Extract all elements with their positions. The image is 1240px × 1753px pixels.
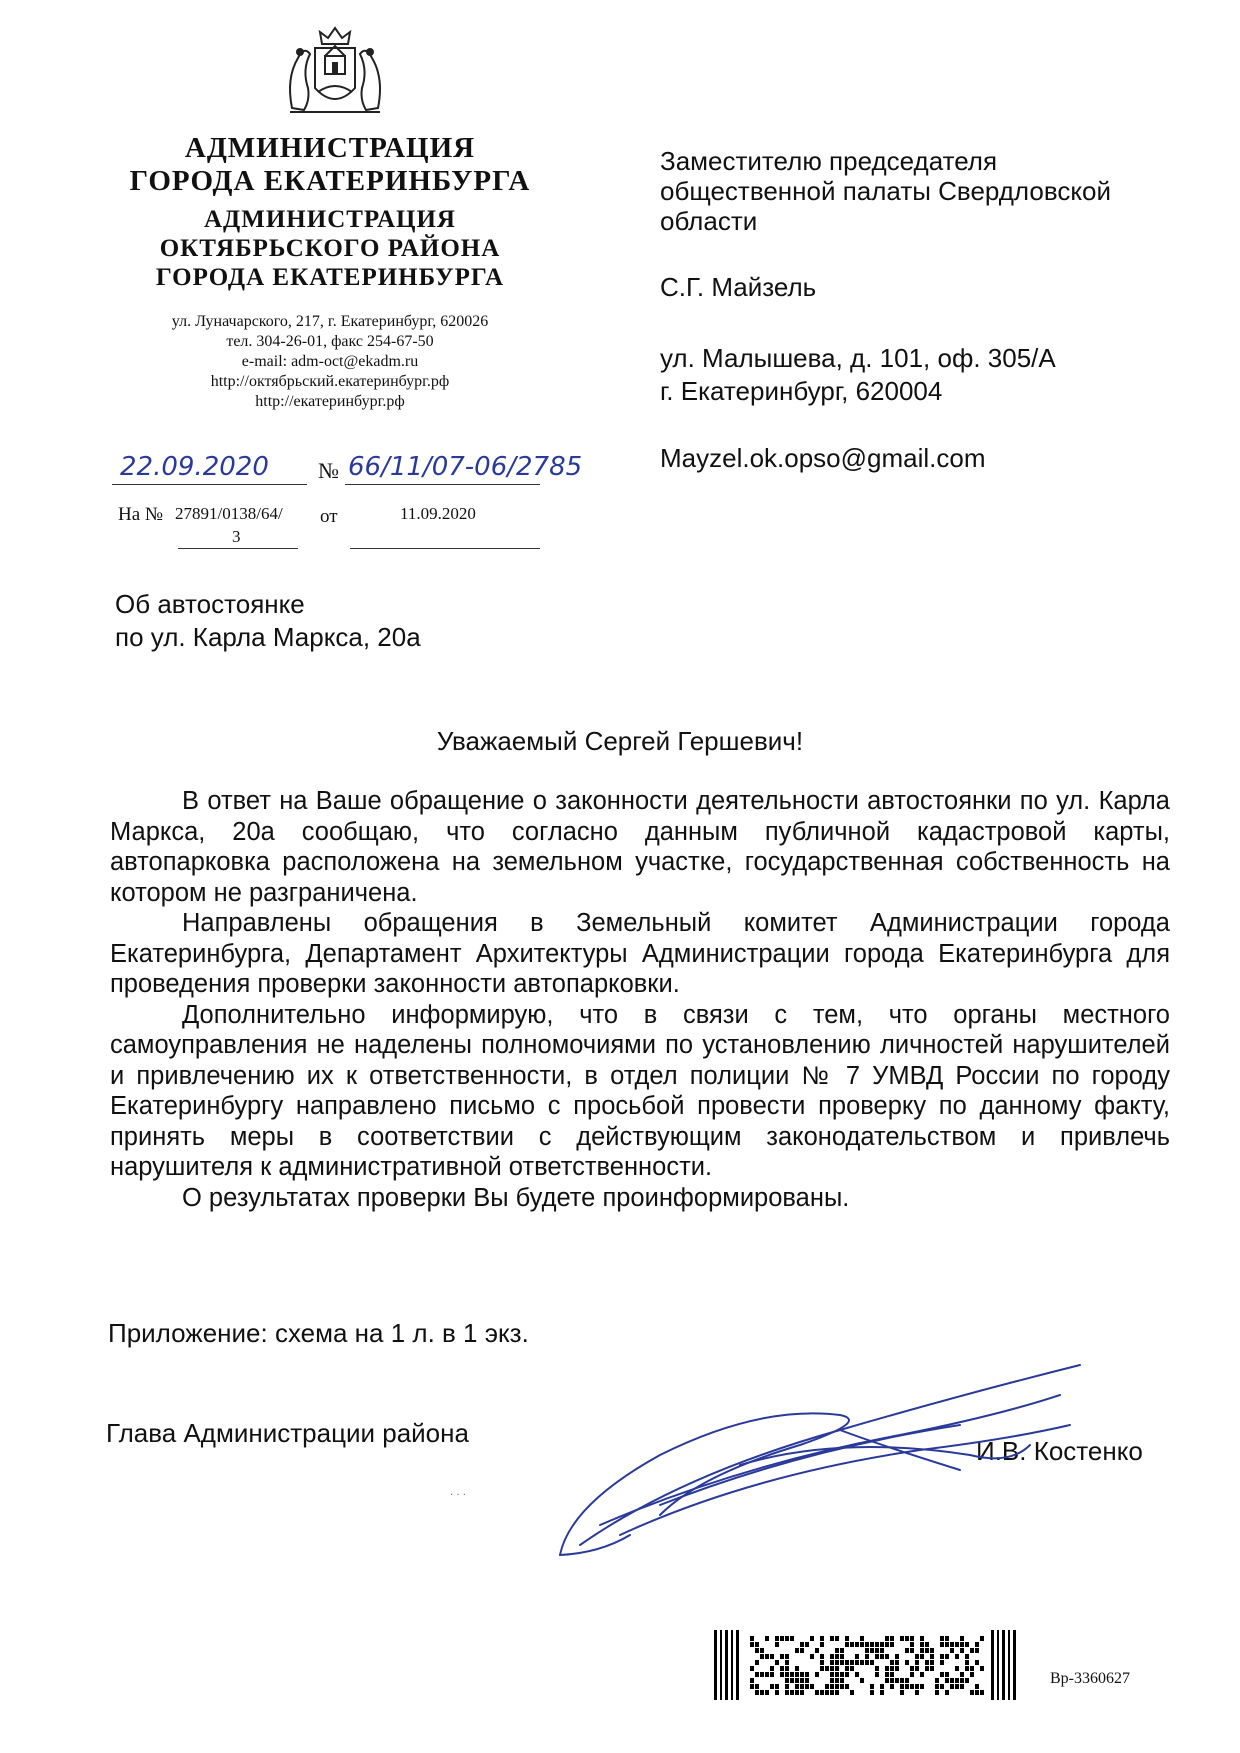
barcode-module — [855, 1654, 859, 1659]
barcode-module — [935, 1690, 939, 1695]
barcode-module — [750, 1666, 754, 1671]
barcode-module — [975, 1642, 979, 1647]
addressee-title — [660, 146, 1180, 236]
handwritten-signature — [540, 1355, 1100, 1565]
barcode-module — [780, 1672, 784, 1677]
barcode-module — [750, 1642, 754, 1647]
barcode-module — [880, 1642, 884, 1647]
barcode-module — [800, 1684, 804, 1689]
reply-from-label: от — [320, 506, 338, 527]
barcode-module — [955, 1666, 959, 1671]
letterhead-contacts — [120, 312, 540, 412]
barcode-module — [855, 1660, 859, 1665]
barcode-module — [830, 1672, 834, 1677]
barcode-module — [870, 1660, 874, 1665]
barcode-module — [960, 1684, 964, 1689]
addressee-city: г. Екатеринбург, 620004 — [660, 376, 943, 406]
barcode-module — [890, 1666, 894, 1671]
barcode-module — [795, 1666, 799, 1671]
barcode-module — [935, 1678, 939, 1683]
barcode-module — [880, 1690, 884, 1695]
barcode-module — [790, 1690, 794, 1695]
barcode-module — [920, 1684, 924, 1689]
barcode-module — [955, 1678, 959, 1683]
barcode-module — [830, 1684, 834, 1689]
registration-date: 22.09.2020 — [120, 452, 269, 482]
barcode-module — [880, 1654, 884, 1659]
barcode-module — [870, 1642, 874, 1647]
barcode-module — [905, 1678, 909, 1683]
barcode-module — [980, 1690, 984, 1695]
barcode-module — [885, 1636, 889, 1641]
barcode-module — [945, 1672, 949, 1677]
barcode-module — [975, 1660, 979, 1665]
barcode-module — [750, 1636, 754, 1641]
barcode-module — [785, 1678, 789, 1683]
letterhead-org-line: АДМИНИСТРАЦИЯ — [184, 132, 476, 164]
barcode-module — [925, 1642, 929, 1647]
subject-line: Об автостоянке — [115, 589, 305, 619]
barcode-module — [770, 1654, 774, 1659]
barcode-module — [850, 1690, 854, 1695]
barcode-module — [835, 1636, 839, 1641]
barcode-module — [800, 1678, 804, 1683]
barcode-module — [785, 1660, 789, 1665]
barcode-bar — [720, 1630, 722, 1700]
barcode-module — [835, 1690, 839, 1695]
barcode-module — [910, 1642, 914, 1647]
barcode-module — [765, 1636, 769, 1641]
barcode-module — [845, 1636, 849, 1641]
barcode-module — [860, 1660, 864, 1665]
barcode-module — [940, 1672, 944, 1677]
barcode-module — [910, 1672, 914, 1677]
barcode-module — [940, 1654, 944, 1659]
barcode-module — [975, 1648, 979, 1653]
barcode-module — [835, 1648, 839, 1653]
barcode-module — [785, 1654, 789, 1659]
barcode-module — [910, 1648, 914, 1653]
barcode-module — [930, 1660, 934, 1665]
barcode-module — [915, 1660, 919, 1665]
registration-date-underline — [112, 484, 307, 485]
barcode-module — [845, 1660, 849, 1665]
barcode-module — [785, 1690, 789, 1695]
reply-to-number-underline — [178, 548, 298, 549]
barcode-module — [890, 1660, 894, 1665]
barcode-module — [915, 1666, 919, 1671]
barcode-module — [925, 1666, 929, 1671]
barcode-module — [980, 1636, 984, 1641]
barcode-bar — [725, 1630, 728, 1700]
barcode-module — [855, 1642, 859, 1647]
barcode-module — [905, 1648, 909, 1653]
registration-number-sign: № — [318, 458, 339, 483]
addressee-email: Mayzel.ok.opso@gmail.com — [660, 443, 986, 473]
barcode-module — [920, 1642, 924, 1647]
barcode-module — [960, 1678, 964, 1683]
letterhead-site: http://екатеринбург.рф — [255, 393, 405, 410]
barcode-module — [785, 1666, 789, 1671]
barcode-module — [890, 1684, 894, 1689]
letterhead-suborg-line: ОКТЯБРЬСКОГО РАЙОНА — [159, 234, 501, 262]
barcode-module — [860, 1636, 864, 1641]
barcode-module — [755, 1648, 759, 1653]
reply-to-number-continuation: 3 — [232, 527, 241, 546]
barcode-module — [910, 1684, 914, 1689]
barcode-module — [975, 1690, 979, 1695]
addressee-title-line: общественной палаты Свердловской — [660, 176, 1112, 206]
body-paragraph: О результатах проверки Вы будете проинформированы. — [182, 1183, 850, 1212]
barcode-module — [890, 1672, 894, 1677]
barcode-module — [950, 1678, 954, 1683]
barcode-module — [780, 1654, 784, 1659]
letterhead-suborganization — [120, 206, 540, 292]
barcode-module — [895, 1678, 899, 1683]
barcode-module — [965, 1654, 969, 1659]
barcode-module — [920, 1654, 924, 1659]
barcode-module — [870, 1684, 874, 1689]
barcode-module — [925, 1648, 929, 1653]
barcode-module — [930, 1648, 934, 1653]
barcode-bar — [1002, 1630, 1005, 1700]
barcode-module — [890, 1642, 894, 1647]
barcode-module — [845, 1672, 849, 1677]
barcode-module — [835, 1678, 839, 1683]
barcode-module — [830, 1666, 834, 1671]
barcode-module — [970, 1690, 974, 1695]
letterhead-phones: тел. 304-26-01, факс 254-67-50 — [226, 333, 434, 350]
barcode-module — [820, 1690, 824, 1695]
reply-to-number — [175, 504, 283, 524]
barcode-module — [865, 1648, 869, 1653]
coat-of-arms-icon — [270, 18, 400, 118]
barcode-module — [765, 1690, 769, 1695]
barcode-module — [930, 1666, 934, 1671]
barcode-module — [900, 1690, 904, 1695]
barcode-module — [885, 1666, 889, 1671]
barcode-module — [875, 1654, 879, 1659]
barcode-module — [945, 1654, 949, 1659]
barcode-module — [950, 1642, 954, 1647]
barcode-module — [795, 1648, 799, 1653]
barcode-module — [840, 1678, 844, 1683]
addressee-title-line: Заместителю председателя — [660, 146, 998, 176]
barcode-module — [870, 1648, 874, 1653]
barcode-module — [810, 1654, 814, 1659]
barcode-icon — [714, 1630, 1034, 1700]
barcode-module — [960, 1672, 964, 1677]
barcode-bar — [1013, 1630, 1016, 1700]
barcode-module — [965, 1660, 969, 1665]
barcode-module — [865, 1660, 869, 1665]
letterhead-org-line: ГОРОДА ЕКАТЕРИНБУРГА — [129, 165, 531, 198]
barcode-module — [870, 1690, 874, 1695]
barcode-module — [875, 1648, 879, 1653]
barcode-module — [890, 1678, 894, 1683]
barcode-module — [925, 1660, 929, 1665]
barcode-module — [785, 1672, 789, 1677]
barcode-module — [755, 1642, 759, 1647]
barcode-module — [795, 1684, 799, 1689]
barcode-module — [920, 1648, 924, 1653]
barcode-module — [920, 1636, 924, 1641]
barcode-module — [970, 1648, 974, 1653]
barcode-module — [875, 1666, 879, 1671]
barcode-module — [965, 1666, 969, 1671]
barcode-module — [845, 1642, 849, 1647]
barcode-module — [975, 1684, 979, 1689]
barcode-module — [825, 1690, 829, 1695]
barcode-module — [840, 1660, 844, 1665]
barcode-module — [895, 1660, 899, 1665]
barcode-module — [775, 1636, 779, 1641]
barcode-bar — [997, 1630, 999, 1700]
barcode-module — [940, 1684, 944, 1689]
reply-to-number-value: 27891/0138/64/ — [175, 504, 283, 523]
barcode-module — [760, 1648, 764, 1653]
barcode-module — [970, 1672, 974, 1677]
barcode-module — [805, 1684, 809, 1689]
barcode-module — [770, 1666, 774, 1671]
attachment-note: Приложение: схема на 1 л. в 1 экз. — [108, 1318, 529, 1348]
barcode-module — [800, 1690, 804, 1695]
barcode-module — [775, 1684, 779, 1689]
barcode-module — [820, 1654, 824, 1659]
barcode-module — [815, 1690, 819, 1695]
barcode-module — [935, 1684, 939, 1689]
barcode-module — [755, 1660, 759, 1665]
barcode-module — [890, 1636, 894, 1641]
barcode-module — [960, 1642, 964, 1647]
barcode-bar — [731, 1630, 733, 1700]
barcode-module — [955, 1684, 959, 1689]
barcode-module — [780, 1666, 784, 1671]
barcode-module — [910, 1636, 914, 1641]
barcode-module — [830, 1660, 834, 1665]
greeting: Уважаемый Сергей Гершевич! — [436, 726, 804, 756]
barcode-module — [830, 1636, 834, 1641]
barcode-module — [900, 1636, 904, 1641]
barcode-module — [885, 1678, 889, 1683]
barcode-module — [750, 1684, 754, 1689]
barcode-module — [915, 1654, 919, 1659]
barcode-module — [880, 1648, 884, 1653]
barcode-module — [940, 1660, 944, 1665]
barcode-module — [765, 1672, 769, 1677]
barcode-module — [750, 1678, 754, 1683]
barcode-module — [905, 1636, 909, 1641]
barcode-module — [770, 1672, 774, 1677]
barcode-bar — [1008, 1630, 1010, 1700]
barcode-module — [945, 1642, 949, 1647]
barcode-module — [895, 1654, 899, 1659]
barcode-module — [760, 1672, 764, 1677]
barcode-module — [900, 1684, 904, 1689]
barcode-module — [800, 1672, 804, 1677]
barcode-module — [800, 1642, 804, 1647]
reply-to-label: На № — [118, 504, 164, 525]
barcode-module — [860, 1642, 864, 1647]
barcode-module — [955, 1654, 959, 1659]
barcode-module — [875, 1642, 879, 1647]
barcode-module — [800, 1648, 804, 1653]
letterhead-address: ул. Луначарского, 217, г. Екатеринбург, 620026 — [171, 313, 489, 330]
addressee-title-line: области — [660, 206, 758, 236]
barcode-module — [920, 1672, 924, 1677]
barcode-module — [755, 1684, 759, 1689]
barcode-bar — [714, 1630, 717, 1700]
barcode-module — [820, 1666, 824, 1671]
reply-date-underline — [350, 548, 540, 549]
barcode-module — [835, 1684, 839, 1689]
letterhead-email: e-mail: adm-oct@ekadm.ru — [241, 353, 419, 370]
signatory-name: И.В. Костенко — [976, 1436, 1143, 1466]
barcode-module — [950, 1684, 954, 1689]
barcode-module — [795, 1690, 799, 1695]
barcode-module — [790, 1636, 794, 1641]
barcode-module — [790, 1672, 794, 1677]
barcode-module — [850, 1660, 854, 1665]
body-paragraph: В ответ на Ваше обращение о законности деятельности автостоянки по ул. Карла Маркса, 20а сообщаю, что согласно данным публичной кадастровой карты, автопарковка расположена на земельном участке, государственная собственность на котором не разграничена. — [110, 787, 1170, 907]
barcode-module — [885, 1672, 889, 1677]
barcode-bar — [991, 1630, 994, 1700]
barcode-module — [820, 1642, 824, 1647]
barcode-module — [940, 1642, 944, 1647]
barcode-module — [960, 1636, 964, 1641]
barcode-module — [885, 1642, 889, 1647]
letter-subject — [115, 588, 421, 654]
barcode-module — [915, 1684, 919, 1689]
barcode-module — [755, 1690, 759, 1695]
barcode-module — [815, 1672, 819, 1677]
barcode-module — [965, 1678, 969, 1683]
barcode-module — [785, 1684, 789, 1689]
barcode-module — [850, 1642, 854, 1647]
barcode-module — [865, 1654, 869, 1659]
barcode-module — [915, 1690, 919, 1695]
barcode-module — [805, 1678, 809, 1683]
letterhead-suborg-line: ГОРОДА ЕКАТЕРИНБУРГА — [155, 263, 505, 291]
barcode-module — [855, 1672, 859, 1677]
barcode-module — [830, 1690, 834, 1695]
registration-number: 66/11/07-06/2785 — [348, 452, 583, 482]
barcode-module — [825, 1666, 829, 1671]
barcode-module — [810, 1684, 814, 1689]
barcode-module — [950, 1648, 954, 1653]
barcode-module — [815, 1648, 819, 1653]
reply-date: 11.09.2020 — [400, 504, 476, 523]
addressee-name: С.Г. Майзель — [660, 272, 817, 302]
barcode-module — [825, 1684, 829, 1689]
barcode-module — [760, 1654, 764, 1659]
barcode-module — [760, 1690, 764, 1695]
barcode-module — [835, 1666, 839, 1671]
addressee-street: ул. Малышева, д. 101, оф. 305/А — [660, 343, 1056, 373]
barcode-module — [835, 1660, 839, 1665]
barcode-module — [790, 1678, 794, 1683]
registration-number-underline — [345, 484, 540, 485]
letterhead-site: http://октябрьский.екатеринбург.рф — [210, 373, 450, 390]
barcode-module — [775, 1660, 779, 1665]
barcode-module — [945, 1678, 949, 1683]
barcode-module — [865, 1642, 869, 1647]
barcode-module — [805, 1672, 809, 1677]
barcode-module — [835, 1672, 839, 1677]
barcode-module — [775, 1690, 779, 1695]
barcode-module — [945, 1690, 949, 1695]
barcode-module — [970, 1666, 974, 1671]
barcode-module — [810, 1636, 814, 1641]
barcode-module — [905, 1684, 909, 1689]
barcode-module — [845, 1666, 849, 1671]
barcode-module — [770, 1684, 774, 1689]
barcode-bar — [736, 1630, 739, 1700]
barcode-module — [885, 1654, 889, 1659]
letterhead-suborg-line: АДМИНИСТРАЦИЯ — [204, 206, 456, 233]
barcode-module — [795, 1672, 799, 1677]
barcode-module — [840, 1672, 844, 1677]
barcode-module — [900, 1678, 904, 1683]
barcode-module — [805, 1642, 809, 1647]
barcode-module — [840, 1654, 844, 1659]
barcode-module — [775, 1642, 779, 1647]
barcode-module — [840, 1684, 844, 1689]
scan-specks: · · · — [450, 1490, 466, 1501]
barcode-module — [820, 1660, 824, 1665]
barcode-module — [860, 1678, 864, 1683]
barcode-module — [755, 1672, 759, 1677]
barcode-module — [980, 1666, 984, 1671]
barcode-module — [945, 1636, 949, 1641]
letter-body — [110, 786, 1170, 1213]
barcode-module — [780, 1636, 784, 1641]
barcode-module — [850, 1666, 854, 1671]
barcode-module — [835, 1654, 839, 1659]
barcode-module — [830, 1654, 834, 1659]
barcode-module — [765, 1654, 769, 1659]
barcode-module — [960, 1648, 964, 1653]
signatory-position: Глава Администрации района — [106, 1418, 469, 1448]
barcode-module — [875, 1672, 879, 1677]
barcode-module — [795, 1678, 799, 1683]
barcode-module — [955, 1642, 959, 1647]
barcode-module — [930, 1654, 934, 1659]
barcode-module — [830, 1678, 834, 1683]
barcode-module — [820, 1636, 824, 1641]
barcode-module — [785, 1636, 789, 1641]
barcode-module — [910, 1666, 914, 1671]
barcode-module — [845, 1684, 849, 1689]
body-paragraph: Направлены обращения в Земельный комитет Администрации города Екатеринбурга, Департамент Архитектуры Администрации города Екатеринбурга для проведения проверки законности автопарковки. — [110, 909, 1170, 998]
document-code: Вр-3360627 — [1050, 1670, 1130, 1687]
barcode-module — [965, 1642, 969, 1647]
letterhead-organization — [110, 132, 550, 199]
barcode-module — [905, 1660, 909, 1665]
barcode-module — [840, 1648, 844, 1653]
barcode-module — [895, 1666, 899, 1671]
subject-line: по ул. Карла Маркса, 20а — [115, 622, 421, 652]
body-paragraph: Дополнительно информирую, что в связи с тем, что органы местного самоуправления не наделены полномочиями по установлению личностей нарушителей и привлечению их к ответственности, в отдел полиции № 7 УМВД России по городу Екатеринбургу направлено письмо с просьбой провести проверку по данному факту, принять меры в соответствии с действующим законодательством и привлечь нарушителя к административной ответственности. — [110, 1000, 1170, 1181]
barcode-module — [940, 1636, 944, 1641]
barcode-module — [880, 1684, 884, 1689]
